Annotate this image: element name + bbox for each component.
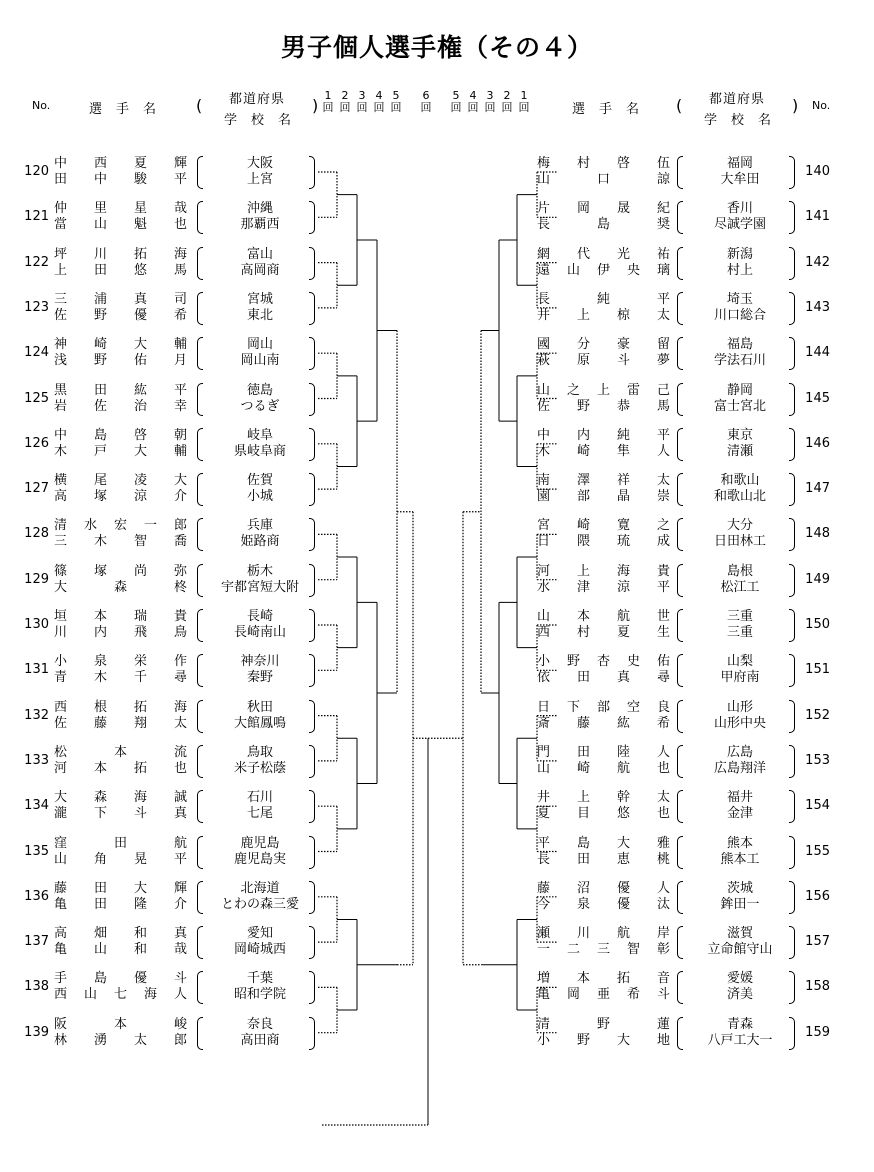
prefecture: 青森	[726, 1016, 753, 1032]
player-name: 中 内 純 平	[537, 427, 671, 443]
player-name: 木 戸 大 輔	[54, 443, 188, 459]
entry-number: 144	[805, 345, 830, 361]
prefecture: 佐賀	[246, 473, 273, 489]
prefecture: 愛媛	[726, 971, 753, 987]
player-name: 日 隈 琉 成	[537, 534, 671, 550]
round-left-5: 5 回	[390, 89, 402, 114]
school: 宇都宮短大附	[220, 579, 299, 595]
player-name: 門 田 陸 人	[537, 744, 671, 760]
round-right-3: 3 回	[484, 89, 496, 114]
player-name: 山 口 諒	[537, 172, 671, 187]
entry-number: 149	[805, 571, 830, 587]
entry-number: 123	[24, 299, 49, 315]
prefecture: 石川	[246, 790, 273, 806]
prefecture: 茨城	[726, 880, 753, 896]
school: 東北	[246, 307, 273, 323]
player-name: 山 崎 航 也	[537, 760, 671, 776]
player-name: 平 島 大 雅	[537, 835, 671, 851]
prefecture: 和歌山	[720, 473, 760, 489]
school: 済美	[726, 987, 753, 1003]
prefecture: 宮城	[246, 291, 273, 307]
entry-number: 125	[24, 390, 49, 406]
player-name: 仲 里 星 哉	[54, 201, 188, 217]
player-name: 今 泉 優 汰	[537, 896, 671, 912]
school: 川口総合	[713, 307, 766, 323]
school: 姫路商	[240, 534, 280, 550]
player-name: 高 畑 和 真	[54, 926, 188, 942]
page-title: 男子個人選手権（その４）	[280, 33, 593, 62]
prefecture: 新潟	[726, 246, 753, 262]
player-name: 長 田 恵 桃	[537, 851, 671, 867]
player-name: 岩 佐 治 幸	[54, 398, 188, 414]
player-name: 依 田 真 尋	[537, 670, 671, 686]
player-name: 阪 本 峻	[54, 1016, 188, 1032]
school: 鹿児島実	[233, 851, 286, 867]
player-name: 清 野 蓮	[537, 1016, 671, 1032]
player-name: 川 内 飛 鳥	[54, 625, 188, 640]
entry-number: 147	[805, 481, 830, 497]
school: 大牟田	[720, 172, 760, 187]
school: 熊本工	[720, 851, 760, 867]
player-name: 河 本 拓 也	[54, 760, 188, 776]
prefecture: 徳島	[246, 382, 273, 398]
school: 秦野	[246, 670, 273, 686]
name-header-right: 選手名	[572, 102, 654, 117]
entry-number: 126	[24, 435, 49, 451]
school: 富士宮北	[713, 398, 766, 414]
school: 清瀬	[726, 443, 753, 459]
player-name: 増 本 拓 音	[537, 971, 671, 987]
player-name: 坪 川 拓 海	[54, 246, 188, 262]
prefecture: 鹿児島	[240, 835, 280, 851]
entry-number: 141	[805, 209, 830, 225]
player-name: 日 下 部 空 良	[537, 699, 671, 715]
prefecture: 秋田	[246, 699, 273, 715]
entry-number: 124	[24, 345, 49, 361]
prefecture: 山形	[726, 699, 753, 715]
prefecture: 神奈川	[240, 654, 280, 670]
entry-number: 132	[24, 707, 49, 723]
player-name: 斎 藤 紘 希	[537, 715, 671, 731]
prefecture: 岡山	[246, 337, 273, 353]
school-header-right: 学校名	[704, 113, 786, 128]
player-name: 山 角 晃 平	[54, 851, 188, 867]
prefecture: 兵庫	[246, 518, 273, 534]
player-name: 當 山 魁 也	[54, 217, 188, 233]
entry-number: 155	[805, 843, 830, 859]
school: 岡崎城西	[233, 942, 286, 958]
player-name: 河 上 海 貴	[537, 563, 671, 579]
school: 立命館守山	[707, 942, 773, 958]
entry-number: 145	[805, 390, 830, 406]
entry-number: 159	[805, 1024, 830, 1040]
open-paren-right: (	[676, 96, 683, 115]
prefecture: 岐阜	[246, 427, 273, 443]
player-name: 遠 山 伊 央 璃	[537, 262, 671, 278]
entry-number: 146	[805, 435, 830, 451]
round-right-5: 5 回	[450, 89, 462, 114]
prefecture: 山梨	[726, 654, 753, 670]
prefecture: 奈良	[246, 1016, 273, 1032]
player-name: 小 野 杏 史 佑	[537, 654, 671, 670]
school: 大館鳳鳴	[233, 715, 286, 731]
entry-number: 127	[24, 481, 49, 497]
entry-number: 153	[805, 752, 830, 768]
player-name: 瀬 川 航 岸	[537, 926, 671, 942]
prefecture: 愛知	[246, 926, 273, 942]
school: 和歌山北	[713, 489, 766, 505]
school: 上宮	[246, 172, 273, 187]
prefecture: 栃木	[246, 563, 273, 579]
prefecture: 福島	[726, 337, 753, 353]
player-name: 神 崎 大 輔	[54, 337, 188, 353]
player-name: 横 尾 凌 大	[54, 473, 188, 489]
player-name: 黒 田 紘 平	[54, 382, 188, 398]
entry-number: 143	[805, 299, 830, 315]
entry-number: 130	[24, 617, 49, 632]
player-name: 萩 原 斗 夢	[537, 353, 671, 369]
round-right-4: 4 回	[467, 89, 479, 114]
player-name: 佐 野 恭 馬	[537, 398, 671, 414]
school: 昭和学院	[233, 987, 286, 1003]
entry-number: 137	[24, 934, 49, 950]
round-left-6: 6 回	[420, 89, 432, 114]
school: 甲府南	[720, 670, 760, 686]
entry-number: 129	[24, 571, 49, 587]
prefecture: 福井	[726, 790, 753, 806]
prefecture: 広島	[726, 744, 753, 760]
school: 日田林工	[713, 534, 766, 550]
player-name: 山 之 上 雷 己	[537, 382, 671, 398]
prefecture: 長崎	[246, 609, 273, 624]
pref-header-left: 都道府県	[229, 92, 286, 107]
prefecture: 滋賀	[726, 926, 753, 942]
player-name: 夏 目 悠 也	[537, 806, 671, 822]
player-name: 水 津 涼 平	[537, 579, 671, 595]
round-right-2: 2 回	[501, 89, 513, 114]
prefecture: 大阪	[246, 156, 273, 171]
school: 長崎南山	[233, 625, 286, 640]
player-name: 中 島 啓 朝	[54, 427, 188, 443]
player-name: 垣 本 瑞 貴	[54, 609, 188, 624]
player-name: 窪 田 航	[54, 835, 188, 851]
player-name: 西 山 七 海 人	[54, 987, 188, 1003]
prefecture: 島根	[726, 563, 753, 579]
pref-header-right: 都道府県	[709, 92, 766, 107]
school: 広島翔洋	[713, 760, 766, 776]
player-name: 手 島 優 斗	[54, 971, 188, 987]
player-name: 林 湧 太 郎	[54, 1032, 188, 1048]
player-name: 亀 田 隆 介	[54, 896, 188, 912]
player-name: 梅 村 啓 伍	[537, 156, 671, 171]
player-name: 清 水 宏 一 郎	[54, 518, 188, 534]
school: 八戸工大一	[707, 1032, 773, 1048]
school: とわの森三愛	[220, 896, 299, 912]
player-name: 佐 藤 翔 太	[54, 715, 188, 731]
round-left-1: 1 回	[322, 89, 334, 114]
entry-number: 150	[805, 617, 830, 632]
entry-number: 136	[24, 888, 49, 904]
entry-number: 128	[24, 526, 49, 542]
school: 松江工	[720, 579, 760, 595]
prefecture: 熊本	[726, 835, 753, 851]
prefecture: 香川	[726, 201, 753, 217]
player-name: 國 分 豪 留	[537, 337, 671, 353]
prefecture: 鳥取	[246, 744, 273, 760]
player-name: 木 崎 隼 人	[537, 443, 671, 459]
player-name: 西 根 拓 海	[54, 699, 188, 715]
entry-number: 154	[805, 798, 830, 814]
school: 岡山南	[240, 353, 280, 369]
close-paren-left: )	[312, 96, 319, 115]
school: 那覇西	[240, 217, 280, 233]
player-name: 田 中 駿 平	[54, 172, 188, 187]
round-left-3: 3 回	[356, 89, 368, 114]
entry-number: 134	[24, 798, 49, 814]
entry-number: 158	[805, 979, 830, 995]
prefecture: 埼玉	[726, 291, 753, 307]
player-name: 小 野 大 地	[537, 1032, 671, 1048]
school: 七尾	[246, 806, 273, 822]
player-name: 井 上 幹 太	[537, 790, 671, 806]
player-name: 長 純 平	[537, 291, 671, 307]
prefecture: 大分	[726, 518, 753, 534]
entry-number: 135	[24, 843, 49, 859]
close-paren-right: )	[792, 96, 799, 115]
prefecture: 千葉	[246, 971, 273, 987]
player-name: 宮 崎 寛 之	[537, 518, 671, 534]
school: つるぎ	[240, 398, 280, 414]
prefecture: 静岡	[726, 382, 753, 398]
player-name: 三 浦 真 司	[54, 291, 188, 307]
player-name: 佐 野 優 希	[54, 307, 188, 323]
prefecture: 福岡	[726, 156, 753, 171]
player-name: 藤 沼 優 人	[537, 880, 671, 896]
player-name: 西 村 夏 生	[537, 625, 671, 640]
prefecture: 富山	[246, 246, 273, 262]
prefecture: 東京	[726, 427, 753, 443]
school: 県岐阜商	[233, 443, 286, 459]
school: 小城	[246, 489, 273, 505]
player-name: 青 木 千 尋	[54, 670, 188, 686]
school: 鉾田一	[720, 896, 760, 912]
player-name: 一 二 三 智 彰	[537, 942, 671, 958]
school: 尽誠学園	[713, 217, 766, 233]
name-header-left: 選手名	[89, 102, 171, 117]
player-name: 浅 野 佑 月	[54, 353, 188, 369]
school: 高田商	[240, 1032, 280, 1048]
player-name: 小 泉 栄 作	[54, 654, 188, 670]
school: 高岡商	[240, 262, 280, 278]
school: 金津	[726, 806, 753, 822]
school: 村上	[726, 262, 753, 278]
entry-number: 138	[24, 979, 49, 995]
round-left-2: 2 回	[339, 89, 351, 114]
round-right-1: 1 回	[518, 89, 530, 114]
entry-number: 121	[24, 209, 49, 225]
school-header-left: 学校名	[224, 113, 306, 128]
entry-number: 120	[24, 164, 49, 179]
entry-number: 133	[24, 752, 49, 768]
player-name: 長 島 奨	[537, 217, 671, 233]
player-name: 大 森 海 誠	[54, 790, 188, 806]
player-name: 篠 塚 尚 弥	[54, 563, 188, 579]
round-left-4: 4 回	[373, 89, 385, 114]
entry-number: 157	[805, 934, 830, 950]
player-name: 山 本 航 世	[537, 609, 671, 624]
player-name: 上 田 悠 馬	[54, 262, 188, 278]
entry-number: 131	[24, 662, 49, 678]
player-name: 中 西 夏 輝	[54, 156, 188, 171]
entry-number: 151	[805, 662, 830, 678]
school: 山形中央	[713, 715, 766, 731]
player-name: 網 代 光 祐	[537, 246, 671, 262]
school: 米子松蔭	[233, 760, 286, 776]
player-name: 亀 岡 亜 希 斗	[537, 987, 671, 1003]
player-name: 大 森 柊	[54, 579, 188, 595]
entry-number: 142	[805, 254, 830, 270]
player-name: 藤 田 大 輝	[54, 880, 188, 896]
entry-number: 140	[805, 164, 830, 179]
prefecture: 三重	[726, 609, 753, 624]
player-name: 園 部 晶 崇	[537, 489, 671, 505]
entry-number: 139	[24, 1024, 49, 1040]
player-name: 亀 山 和 哉	[54, 942, 188, 958]
player-name: 南 澤 祥 太	[537, 473, 671, 489]
player-name: 井 上 椋 太	[537, 307, 671, 323]
open-paren-left: (	[196, 96, 203, 115]
school: 学法石川	[713, 353, 766, 369]
prefecture: 北海道	[240, 880, 280, 896]
player-name: 三 木 智 喬	[54, 534, 188, 550]
entry-number: 148	[805, 526, 830, 542]
school: 三重	[726, 625, 753, 640]
entry-number: 122	[24, 254, 49, 270]
entry-number: 152	[805, 707, 830, 723]
no-header-right: No.	[812, 99, 831, 112]
player-name: 瀧 下 斗 真	[54, 806, 188, 822]
prefecture: 沖縄	[246, 201, 273, 217]
player-name: 片 岡 晟 紀	[537, 201, 671, 217]
entry-number: 156	[805, 888, 830, 904]
no-header-left: No.	[32, 99, 51, 112]
player-name: 松 本 流	[54, 744, 188, 760]
player-name: 高 塚 涼 介	[54, 489, 188, 505]
